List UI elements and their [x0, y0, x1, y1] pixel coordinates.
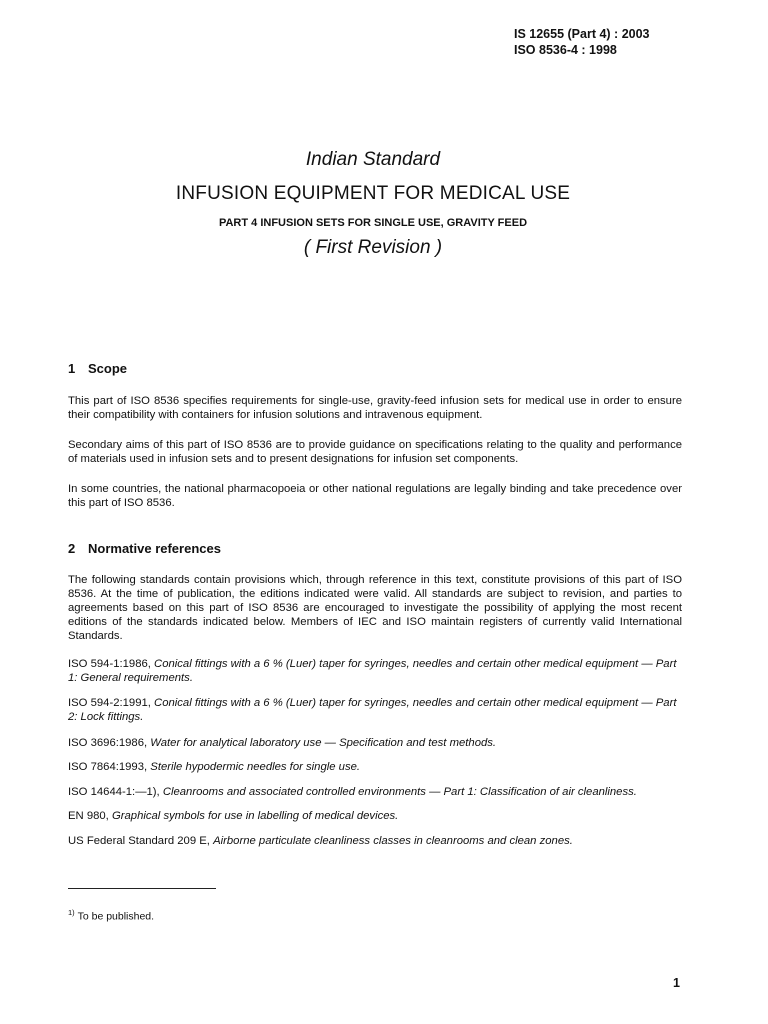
- reference-item: [68, 785, 682, 799]
- reference-code: ISO 14644-1:—1),: [68, 786, 160, 798]
- reference-code: ISO 594-2:1991,: [68, 697, 151, 709]
- footnote: [68, 906, 154, 924]
- reference-code: ISO 3696:1986,: [68, 737, 148, 749]
- section-title: Scope: [88, 361, 128, 376]
- reference-title: Conical fittings with a 6 % (Luer) taper for syringes, needles and certain other medical equipment — Part 2: Lock fittings.: [68, 697, 677, 723]
- standard-designation: [514, 26, 650, 58]
- page-number: 1: [673, 976, 680, 990]
- title-block: [0, 148, 746, 260]
- reference-code: EN 980,: [68, 810, 109, 822]
- document-title: INFUSION EQUIPMENT FOR MEDICAL USE: [175, 183, 571, 204]
- reference-title: Water for analytical laboratory use — Specification and test methods.: [150, 737, 497, 749]
- standard-number: IS 12655 (Part 4) : 2003: [514, 27, 650, 41]
- part-title: PART 4 INFUSION SETS FOR SINGLE USE, GRAVITY FEED: [218, 217, 528, 229]
- normative-intro: The following standards contain provisions which, through reference in this text, constitute provisions of this part of ISO 8536. At the time of publication, the editions indicated were valid. All standards are subject to revision, and parties to agreements based on this part of ISO 8536 are encouraged to investigate the possibility of applying the most recent editions of the standards indicated below. Members of IEC and ISO maintain registers of currently valid International Standards.: [68, 574, 682, 642]
- footnote-marker: 1): [68, 908, 75, 917]
- reference-item: [68, 809, 682, 823]
- reference-code: US Federal Standard 209 E,: [68, 835, 210, 847]
- footnote-text: To be published.: [77, 910, 155, 923]
- reference-item: [68, 657, 682, 685]
- reference-title: Cleanrooms and associated controlled environments — Part 1: Classification of air cleanliness.: [162, 786, 637, 798]
- footnote-divider: [68, 888, 216, 889]
- reference-item: [68, 834, 682, 848]
- scope-paragraph-2: Secondary aims of this part of ISO 8536 are to provide guidance on specifications relating to the quality and performance of materials used in infusion sets and to present designations for infusion set components.: [68, 439, 682, 465]
- section-title: Normative references: [88, 541, 221, 556]
- reference-title: Conical fittings with a 6 % (Luer) taper for syringes, needles and certain other medical equipment — Part 1: General requirements.: [68, 658, 677, 684]
- reference-title: Airborne particulate cleanliness classes in cleanrooms and clean zones.: [213, 835, 573, 847]
- indian-standard-label: Indian Standard: [305, 149, 441, 170]
- reference-item: [68, 736, 682, 750]
- reference-title: Graphical symbols for use in labelling of medical devices.: [111, 810, 399, 822]
- section-number: 1: [68, 361, 76, 376]
- reference-code: ISO 594-1:1986,: [68, 658, 151, 670]
- section-number: 2: [68, 541, 76, 556]
- reference-item: [68, 760, 682, 774]
- section-heading-normative-references: [68, 541, 221, 557]
- reference-code: ISO 7864:1993,: [68, 761, 148, 773]
- iso-number: ISO 8536-4 : 1998: [514, 43, 617, 57]
- scope-paragraph-3: In some countries, the national pharmacopoeia or other national regulations are legally binding and take precedence over this part of ISO 8536.: [68, 483, 682, 509]
- section-heading-scope: [68, 361, 127, 377]
- reference-title: Sterile hypodermic needles for single use.: [150, 761, 361, 773]
- scope-paragraph-1: This part of ISO 8536 specifies requirements for single-use, gravity-feed infusion sets for medical use in order to ensure their compatibility with containers for infusion solutions and intravenous equipment.: [68, 395, 682, 421]
- revision-label: ( First Revision ): [303, 237, 443, 258]
- reference-item: [68, 696, 682, 724]
